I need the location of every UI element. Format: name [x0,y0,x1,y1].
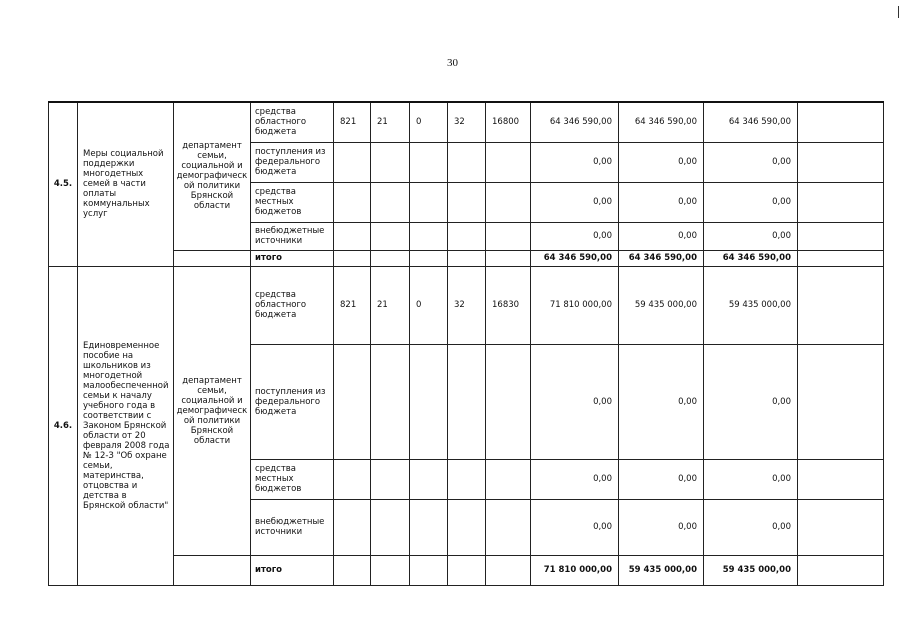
amount-year-3: 59 435 000,00 [704,266,798,344]
amount-year-2: 59 435 000,00 [619,555,704,585]
executor: департамент семьи, социальной и демографической политики Брянской области [174,266,251,555]
note-cell [798,459,884,499]
expense-type-code [486,555,531,585]
target-article-code: 32 [448,266,486,344]
target-article-code [448,344,486,459]
amount-year-1: 0,00 [531,499,619,555]
note-cell [798,222,884,250]
funding-source: средства местных бюджетов [251,182,334,222]
section-code [371,555,410,585]
section-code [371,142,410,182]
amount-year-1: 71 810 000,00 [531,555,619,585]
funding-source: итого [251,555,334,585]
amount-year-3: 64 346 590,00 [704,102,798,142]
note-cell [798,182,884,222]
note-cell [798,344,884,459]
table-row [49,102,884,142]
target-article-code [448,250,486,266]
grbs-code [334,555,371,585]
amount-year-1: 64 346 590,00 [531,102,619,142]
grbs-code [334,222,371,250]
section-code [371,250,410,266]
amount-year-1: 0,00 [531,459,619,499]
amount-year-3: 64 346 590,00 [704,250,798,266]
section-code [371,222,410,250]
grbs-code: 821 [334,102,371,142]
subsection-code [410,182,448,222]
amount-year-3: 0,00 [704,182,798,222]
funding-source: средства областного бюджета [251,102,334,142]
target-article-code [448,499,486,555]
expense-type-code [486,182,531,222]
section-code: 21 [371,266,410,344]
subsection-code [410,459,448,499]
item-number: 4.5. [49,102,78,266]
section-code [371,459,410,499]
measure-name: Единовременное пособие на школьников из многодетной малообеспеченной семьи к началу учебного года в соответствии с Законом Брянской области от 20 февраля 2008 года № 12-З "Об охране семьи, материнства, отцовства и детства в Брянской области" [78,266,174,585]
funding-source: внебюджетные источники [251,499,334,555]
note-cell [798,266,884,344]
funding-source: средства областного бюджета [251,266,334,344]
budget-table [48,101,884,586]
subsection-code [410,344,448,459]
subsection-code [410,555,448,585]
amount-year-3: 59 435 000,00 [704,555,798,585]
section-code: 21 [371,102,410,142]
funding-source: средства местных бюджетов [251,459,334,499]
note-cell [798,142,884,182]
item-number: 4.6. [49,266,78,585]
amount-year-2: 0,00 [619,499,704,555]
section-code [371,344,410,459]
amount-year-2: 0,00 [619,182,704,222]
grbs-code [334,182,371,222]
amount-year-2: 0,00 [619,344,704,459]
expense-type-code [486,344,531,459]
amount-year-2: 64 346 590,00 [619,102,704,142]
amount-year-1: 0,00 [531,142,619,182]
table-row [49,250,884,266]
target-article-code [448,459,486,499]
expense-type-code [486,499,531,555]
page-number: 30 [447,57,458,69]
note-cell [798,102,884,142]
grbs-code [334,344,371,459]
amount-year-3: 0,00 [704,142,798,182]
grbs-code [334,459,371,499]
note-cell [798,250,884,266]
amount-year-1: 0,00 [531,222,619,250]
amount-year-2: 64 346 590,00 [619,250,704,266]
subsection-code [410,250,448,266]
note-cell [798,499,884,555]
amount-year-3: 0,00 [704,459,798,499]
scan-edge-mark [898,6,899,18]
section-code [371,499,410,555]
amount-year-2: 59 435 000,00 [619,266,704,344]
grbs-code: 821 [334,266,371,344]
funding-source: внебюджетные источники [251,222,334,250]
amount-year-1: 0,00 [531,344,619,459]
grbs-code [334,250,371,266]
amount-year-2: 0,00 [619,142,704,182]
executor-empty-cell [174,555,251,585]
executor: департамент семьи, социальной и демографической политики Брянской области [174,102,251,250]
amount-year-1: 0,00 [531,182,619,222]
executor-empty-cell [174,250,251,266]
expense-type-code [486,222,531,250]
subsection-code [410,222,448,250]
expense-type-code [486,250,531,266]
subsection-code: 0 [410,102,448,142]
section-code [371,182,410,222]
amount-year-1: 64 346 590,00 [531,250,619,266]
table-row [49,555,884,585]
subsection-code: 0 [410,266,448,344]
target-article-code [448,142,486,182]
grbs-code [334,142,371,182]
target-article-code [448,182,486,222]
amount-year-3: 0,00 [704,499,798,555]
funding-source: поступления из федерального бюджета [251,344,334,459]
grbs-code [334,499,371,555]
note-cell [798,555,884,585]
subsection-code [410,499,448,555]
target-article-code: 32 [448,102,486,142]
table-row [49,266,884,344]
amount-year-2: 0,00 [619,222,704,250]
expense-type-code [486,459,531,499]
funding-source: итого [251,250,334,266]
amount-year-3: 0,00 [704,222,798,250]
amount-year-3: 0,00 [704,344,798,459]
subsection-code [410,142,448,182]
measure-name: Меры социальной поддержки многодетных семей в части оплаты коммунальных услуг [78,102,174,266]
target-article-code [448,555,486,585]
expense-type-code: 16830 [486,266,531,344]
amount-year-1: 71 810 000,00 [531,266,619,344]
expense-type-code [486,142,531,182]
amount-year-2: 0,00 [619,459,704,499]
funding-source: поступления из федерального бюджета [251,142,334,182]
target-article-code [448,222,486,250]
expense-type-code: 16800 [486,102,531,142]
